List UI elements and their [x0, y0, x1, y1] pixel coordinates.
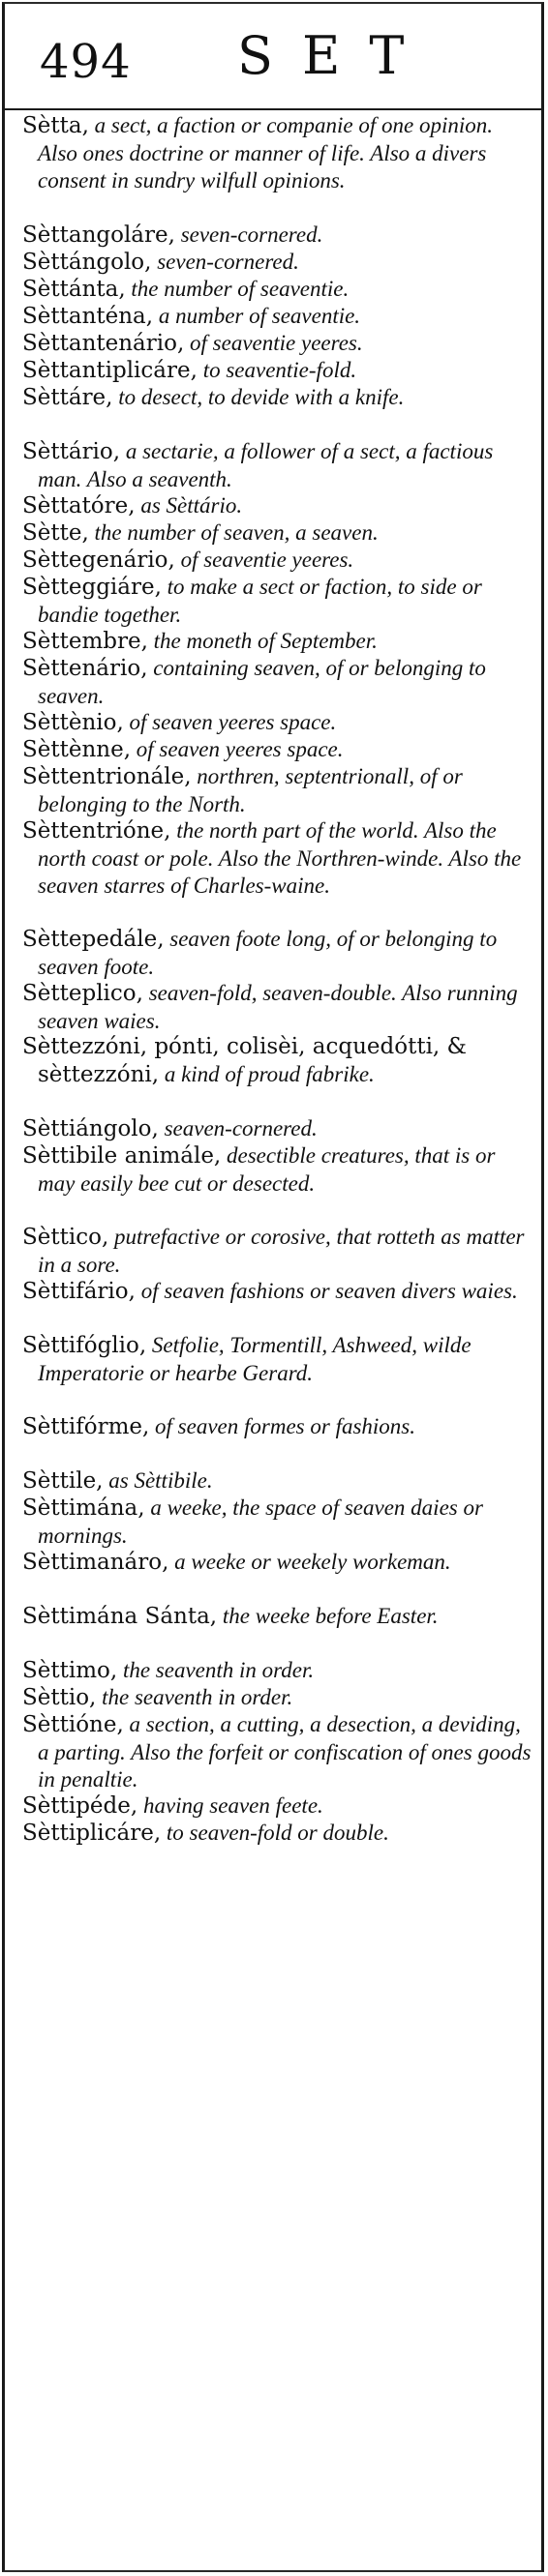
definition: of seaven yeeres space.: [123, 710, 337, 734]
headword: Sèttário,: [22, 439, 121, 464]
definition: a weeke or weekely workeman.: [168, 1550, 451, 1574]
headword: Sèttimána Sánta,: [22, 1604, 218, 1629]
definition: the moneth of September.: [147, 629, 378, 653]
dictionary-entry: [22, 438, 533, 493]
definition: the weeke before Easter.: [217, 1604, 439, 1628]
definition: to seaventie-fold.: [197, 358, 357, 382]
headword: Sèttenário,: [22, 656, 148, 681]
headword: Sèttembre,: [22, 629, 148, 654]
headword: Sètta,: [22, 113, 89, 138]
dictionary-entry: [22, 1684, 533, 1712]
dictionary-entry: [22, 1115, 533, 1143]
definition: seaven-fold, seaven-double. Also running seaven waies.: [38, 981, 518, 1033]
dictionary-entry: [22, 628, 533, 656]
definition: the seaventh in order.: [117, 1658, 315, 1682]
headword: Sèttimána,: [22, 1495, 145, 1521]
dictionary-entry: [22, 330, 533, 358]
headword: Sèttènio,: [22, 710, 124, 735]
dictionary-entry: [22, 1820, 533, 1848]
dictionary-entry: [22, 655, 533, 710]
dictionary-entry: [22, 709, 533, 737]
headword: Sèttile,: [22, 1468, 104, 1494]
definition: of seaven yeeres space.: [131, 737, 344, 761]
dictionary-entry: [22, 1224, 533, 1279]
definition: seaven foote long, of or belonging to seaven foote.: [38, 927, 498, 979]
dictionary-entry: [22, 249, 533, 277]
definition: to seaven-fold or double.: [161, 1821, 389, 1845]
dictionary-entry: [22, 276, 533, 304]
dictionary-entry: [22, 817, 533, 901]
dictionary-entry: [22, 1495, 533, 1550]
definition: a sect, a faction or companie of one opinion. Also ones doctrine or manner of life. Also a divers consent in sundry wilfull opinions.: [38, 113, 494, 192]
definition: seaven-cornered.: [158, 1116, 318, 1140]
headword: Sèttanténa,: [22, 304, 154, 329]
dictionary-entry: [22, 519, 533, 548]
headword: Sèttibile animále,: [22, 1143, 222, 1169]
headword: Sèttifóglio,: [22, 1333, 147, 1358]
headword: Sètteplico,: [22, 981, 143, 1006]
definition: containing seaven, of or belonging to seaven.: [38, 656, 486, 708]
definition: a section, a cutting, a desection, a deviding, a parting. Also the forfeit or confiscation of ones goods in penaltie.: [38, 1712, 532, 1791]
page-number: 494: [40, 35, 132, 89]
definition: desectible creatures, that is or may easily bee cut or desected.: [38, 1143, 496, 1196]
definition: seven-cornered.: [151, 250, 299, 274]
dictionary-entry: [22, 1657, 533, 1685]
dictionary-entry: [22, 303, 533, 331]
definition: Setfolie, Tormentill, Ashweed, wilde Imperatorie or hearbe Gerard.: [38, 1333, 472, 1385]
definition: seven-cornered.: [174, 222, 323, 247]
definition: the seaventh in order.: [96, 1685, 293, 1709]
page-header: [5, 4, 541, 110]
definition: as Sèttibile.: [103, 1468, 213, 1493]
dictionary-entry: [22, 357, 533, 385]
headword: Sètte,: [22, 520, 89, 546]
entry-list: [5, 112, 541, 2570]
definition: having seaven feete.: [137, 1793, 323, 1818]
headword: Sèttiplicáre,: [22, 1821, 162, 1846]
headword: Sèttángolo,: [22, 250, 152, 275]
dictionary-entry: [22, 1142, 533, 1198]
definition: a weeke, the space of seaven daies or mornings.: [38, 1495, 483, 1548]
definition: to make a sect or faction, to side or bandie together.: [38, 575, 482, 627]
definition: of seaven formes or fashions.: [149, 1414, 416, 1438]
definition: the number of seaventie.: [125, 277, 350, 301]
headword: Sèttáre,: [22, 385, 113, 410]
dictionary-entry: [22, 1792, 533, 1821]
definition: a sectarie, a follower of a sect, a factious man. Also a seaventh.: [38, 439, 494, 491]
definition: a number of seaventie.: [153, 304, 361, 328]
headword: Sèttènne,: [22, 737, 132, 762]
headword: Sèttipéde,: [22, 1793, 138, 1819]
headword: Sèttantiplicáre,: [22, 358, 198, 383]
definition: the number of seaven, a seaven.: [88, 520, 379, 545]
dictionary-entry: [22, 574, 533, 629]
definition: of seaventie yeeres.: [174, 548, 354, 572]
definition: of seaven fashions or seaven divers waies.: [135, 1279, 518, 1303]
dictionary-entry: [22, 1603, 533, 1631]
dictionary-entry: [22, 1332, 533, 1387]
dictionary-entry: [22, 736, 533, 764]
headword: Sèttico,: [22, 1225, 109, 1250]
dictionary-entry: [22, 763, 533, 818]
dictionary-entry: [22, 980, 533, 1035]
dictionary-entry: [22, 547, 533, 575]
dictionary-entry: [22, 1278, 533, 1306]
definition: putrefactive or corosive, that rotteth as matter in a sore.: [38, 1225, 525, 1277]
dictionary-entry: [22, 1711, 533, 1794]
headword: Sèttantenário,: [22, 331, 185, 356]
dictionary-entry: [22, 222, 533, 250]
dictionary-page: [2, 2, 544, 2572]
headword: Sèttánta,: [22, 277, 126, 302]
headword: Sèttentrionále,: [22, 764, 192, 789]
definition: as Sèttário.: [135, 493, 243, 518]
dictionary-entry: [22, 492, 533, 520]
headword: Sèttentrióne,: [22, 818, 171, 844]
headword: Sèttióne,: [22, 1712, 124, 1737]
headword: Sèttifário,: [22, 1279, 136, 1304]
definition: northren, septentrionall, of or belonging to the North.: [38, 764, 463, 816]
dictionary-entry: [22, 1467, 533, 1495]
dictionary-entry: [22, 384, 533, 412]
dictionary-entry: [22, 1413, 533, 1441]
headword: Sèttepedále,: [22, 927, 165, 952]
dictionary-entry: [22, 1549, 533, 1577]
headword: Sèttimo,: [22, 1658, 118, 1683]
headword: Sèttifórme,: [22, 1414, 150, 1439]
dictionary-entry: [22, 1034, 533, 1088]
headword: Sèttangoláre,: [22, 222, 175, 248]
dictionary-entry: [22, 112, 533, 195]
headword: Sèttegenário,: [22, 548, 175, 573]
definition: of seaventie yeeres.: [184, 331, 363, 355]
running-head: SET: [237, 25, 434, 86]
headword: Sèttezzóni, pónti, colisèi, acquedótti, & sèttezzóni,: [22, 1034, 468, 1087]
definition: the north part of the world. Also the north coast or pole. Also the Northren-winde. Also the seaven starres of Charles-waine.: [38, 818, 522, 898]
dictionary-entry: [22, 926, 533, 981]
definition: to desect, to devide with a knife.: [112, 385, 405, 409]
headword: Sèttiángolo,: [22, 1116, 159, 1141]
headword: Sèttatóre,: [22, 493, 136, 518]
definition: a kind of proud fabrike.: [159, 1061, 375, 1086]
headword: Sèttio,: [22, 1685, 97, 1710]
headword: Sètteggiáre,: [22, 575, 162, 600]
headword: Sèttimanáro,: [22, 1550, 169, 1575]
